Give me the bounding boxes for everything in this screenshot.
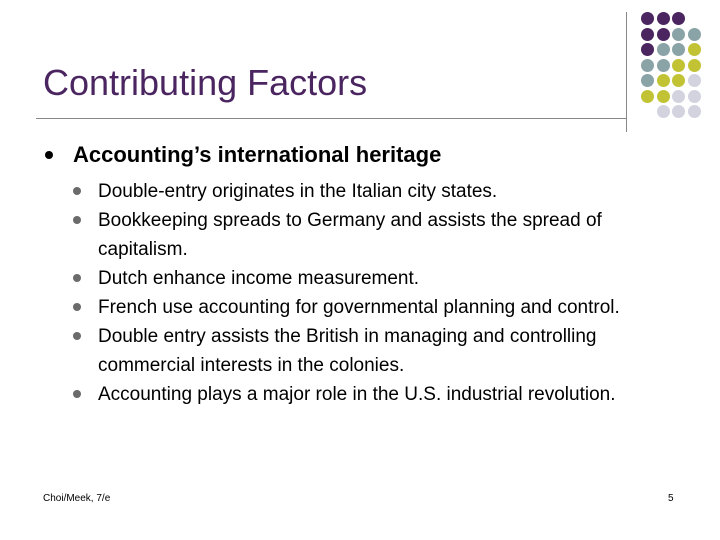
list-item — [43, 177, 688, 206]
bullet-icon — [73, 274, 81, 282]
slide-title: Contributing Factors — [43, 62, 368, 103]
decorative-dot — [688, 74, 701, 87]
decorative-dot — [657, 43, 670, 56]
decorative-dot — [688, 59, 701, 72]
list-item — [43, 380, 688, 409]
decorative-dot — [672, 12, 685, 25]
decorative-dot — [657, 12, 670, 25]
page-number: 5 — [668, 493, 674, 504]
bullet-icon — [73, 216, 81, 224]
main-point — [43, 139, 683, 171]
list-item — [43, 206, 688, 264]
list-item-text: Accounting plays a major role in the U.S. industrial revolution. — [98, 384, 616, 405]
decorative-dot — [641, 74, 654, 87]
list-item-text: French use accounting for governmental planning and control. — [98, 297, 620, 318]
decorative-dot — [672, 43, 685, 56]
decorative-dot — [641, 59, 654, 72]
decorative-dot — [641, 43, 654, 56]
decorative-dot — [641, 28, 654, 41]
sub-bullet-list — [43, 177, 683, 409]
decorative-dot — [688, 43, 701, 56]
slide-content — [43, 139, 683, 409]
decorative-dot — [657, 90, 670, 103]
decorative-dot — [641, 12, 654, 25]
decorative-dot — [672, 59, 685, 72]
list-item — [43, 264, 688, 293]
vertical-divider — [626, 12, 627, 132]
decorative-dot — [688, 28, 701, 41]
decorative-dot-grid — [637, 8, 717, 120]
list-item-text: Dutch enhance income measurement. — [98, 268, 420, 289]
list-item — [43, 322, 688, 380]
bullet-icon — [73, 303, 81, 311]
bullet-icon — [73, 187, 81, 195]
list-item-text: Bookkeeping spreads to Germany and assists the spread of capitalism. — [98, 210, 602, 260]
footer-text: Choi/Meek, 7/e — [43, 493, 111, 504]
decorative-dot — [672, 28, 685, 41]
title-divider — [36, 118, 626, 119]
decorative-dot — [672, 74, 685, 87]
decorative-dot — [641, 90, 654, 103]
list-item-text: Double entry assists the British in managing and controlling commercial interests in the colonies. — [98, 326, 597, 376]
decorative-dot — [657, 105, 670, 118]
bullet-icon — [45, 151, 53, 159]
decorative-dot — [672, 105, 685, 118]
decorative-dot — [657, 74, 670, 87]
decorative-dot — [657, 28, 670, 41]
bullet-icon — [73, 332, 81, 340]
decorative-dot — [688, 105, 701, 118]
list-item — [43, 293, 688, 322]
decorative-dot — [688, 90, 701, 103]
decorative-dot — [672, 90, 685, 103]
main-point-text: Accounting’s international heritage — [73, 142, 442, 167]
list-item-text: Double-entry originates in the Italian city states. — [98, 181, 498, 202]
bullet-icon — [73, 390, 81, 398]
decorative-dot — [657, 59, 670, 72]
